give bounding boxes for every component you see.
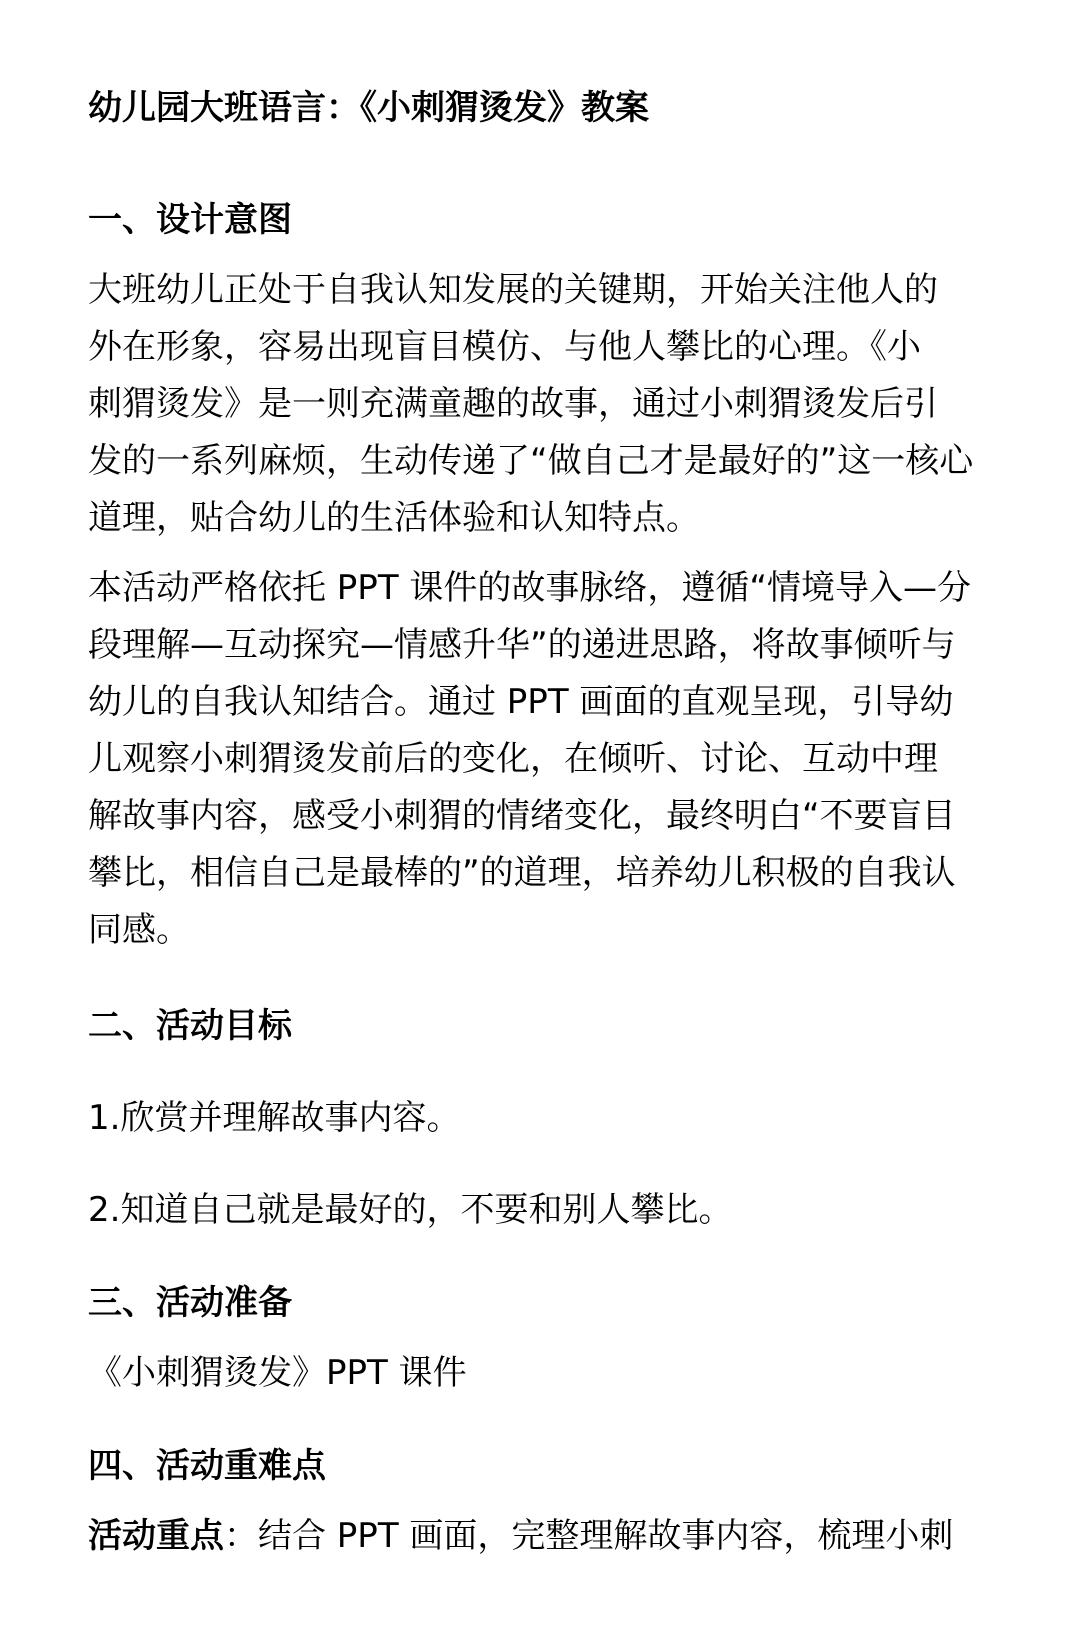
goal-item-2: 2.知道自己就是最好的，不要和别人攀比。 — [88, 1190, 733, 1230]
text-line: 同感。 — [88, 910, 190, 950]
section-heading-activity-preparation: 三、活动准备 — [88, 1283, 292, 1323]
preparation-text: 《小刺猬烫发》PPT 课件 — [88, 1353, 467, 1393]
section-heading-key-difficult-points: 四、活动重难点 — [88, 1446, 326, 1486]
key-point-text: ：结合 PPT 画面，完整理解故事内容，梳理小刺 — [224, 1516, 954, 1556]
key-point-label: 活动重点 — [88, 1516, 224, 1556]
section-heading-design-intent: 一、设计意图 — [88, 200, 292, 240]
text-line: 道理，贴合幼儿的生活体验和认知特点。 — [88, 498, 700, 538]
key-point-line — [88, 1512, 953, 1560]
text-line: 幼儿的自我认知结合。通过 PPT 画面的直观呈现，引导幼 — [88, 682, 954, 722]
text-line: 儿观察小刺猬烫发前后的变化，在倾听、讨论、互动中理 — [88, 739, 938, 779]
design-intent-paragraph-1 — [88, 262, 1000, 547]
text-line: 刺猬烫发》是一则充满童趣的故事，通过小刺猬烫发后引 — [88, 384, 938, 424]
goal-item-1: 1.欣赏并理解故事内容。 — [88, 1098, 461, 1138]
text-line: 本活动严格依托 PPT 课件的故事脉络，遵循“情境导入—分 — [88, 568, 972, 608]
text-line: 攀比，相信自己是最棒的”的道理，培养幼儿积极的自我认 — [88, 853, 956, 893]
design-intent-paragraph-2 — [88, 560, 1000, 959]
document-title: 幼儿园大班语言：《小刺猬烫发》教案 — [88, 88, 649, 128]
text-line: 段理解—互动探究—情感升华”的递进思路，将故事倾听与 — [88, 625, 956, 665]
text-line: 解故事内容，感受小刺猬的情绪变化，最终明白“不要盲目 — [88, 796, 956, 836]
text-line: 外在形象，容易出现盲目模仿、与他人攀比的心理。《小 — [88, 327, 921, 367]
text-line: 发的一系列麻烦，生动传递了“做自己才是最好的”这一核心 — [88, 441, 974, 481]
section-heading-activity-goals: 二、活动目标 — [88, 1006, 292, 1046]
text-line: 大班幼儿正处于自我认知发展的关键期，开始关注他人的 — [88, 270, 938, 310]
